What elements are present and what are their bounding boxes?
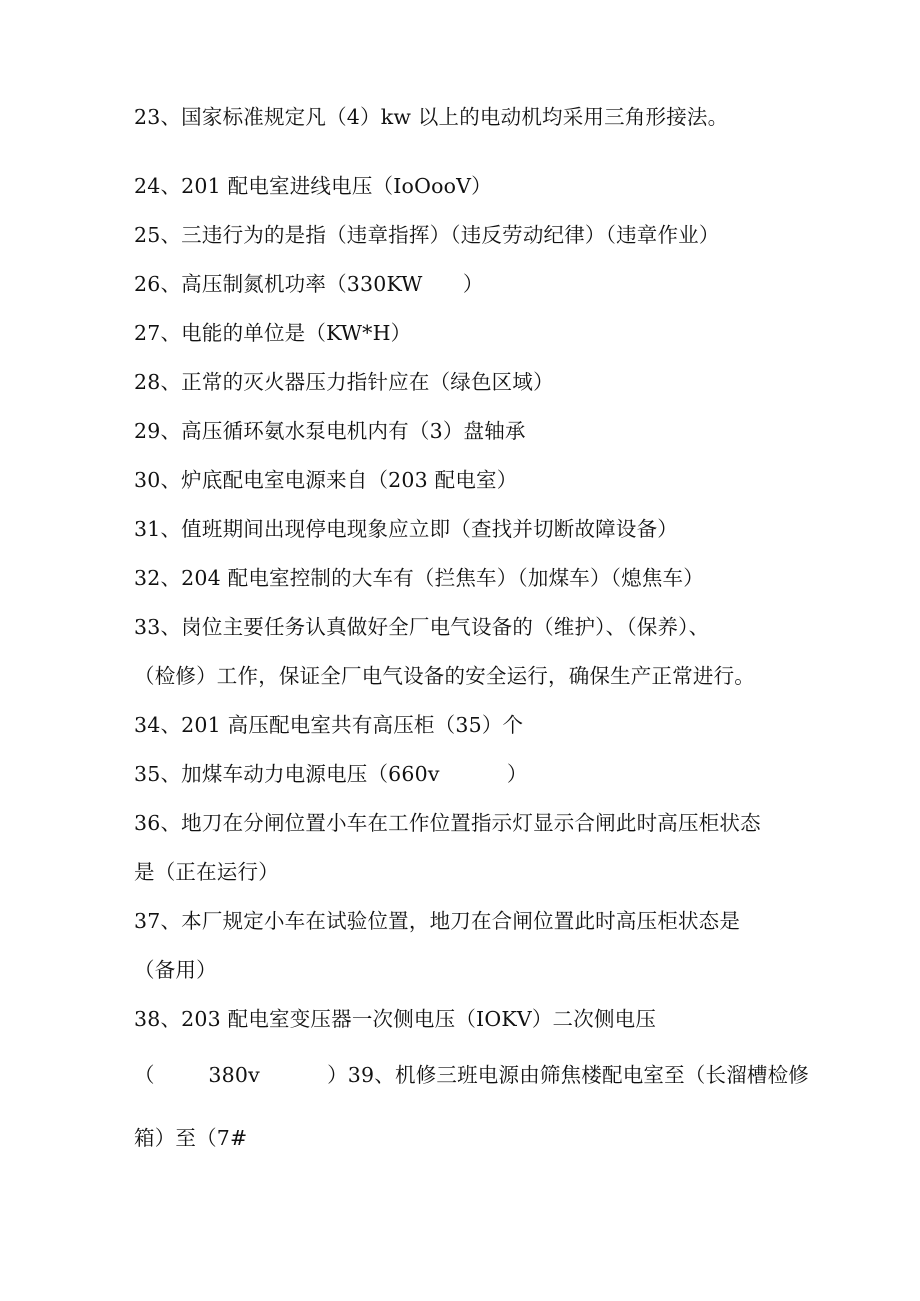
question-24: 24、201 配电室进线电压（IoOooV） bbox=[134, 174, 492, 198]
question-35: 35、加煤车动力电源电压（660v ） bbox=[134, 762, 528, 786]
question-36: 36、地刀在分闸位置小车在工作位置指示灯显示合闸此时高压柜状态 bbox=[134, 811, 761, 835]
question-38-39: （ 380v ）39、机修三班电源由筛焦楼配电室至（长溜槽检修 bbox=[134, 1063, 809, 1087]
question-25: 25、三违行为的是指（违章指挥）（违反劳动纪律）（违章作业） bbox=[134, 223, 720, 247]
question-32: 32、204 配电室控制的大车有（拦焦车）（加煤车）（熄焦车） bbox=[134, 566, 704, 590]
question-33: 33、岗位主要任务认真做好全厂电气设备的（维护）、（保养）、 bbox=[134, 615, 710, 639]
question-37: 37、本厂规定小车在试验位置，地刀在合闸位置此时高压柜状态是 bbox=[134, 909, 741, 933]
question-29: 29、高压循环氨水泵电机内有（3）盘轴承 bbox=[134, 419, 526, 443]
question-31: 31、值班期间出现停电现象应立即（查找并切断故障设备） bbox=[134, 517, 678, 541]
question-36-continued: 是（正在运行） bbox=[134, 860, 279, 884]
question-26: 26、高压制氮机功率（330KW ） bbox=[134, 272, 484, 296]
question-28: 28、正常的灭火器压力指针应在（绿色区域） bbox=[134, 370, 554, 394]
question-30: 30、炉底配电室电源来自（203 配电室） bbox=[134, 468, 518, 492]
question-23: 23、国家标准规定凡（4）kw 以上的电动机均采用三角形接法。 bbox=[134, 105, 729, 129]
question-38: 38、203 配电室变压器一次侧电压（IOKV）二次侧电压 bbox=[134, 1007, 657, 1031]
question-39-continued: 箱）至（7# bbox=[134, 1126, 248, 1150]
question-34: 34、201 高压配电室共有高压柜（35）个 bbox=[134, 713, 524, 737]
question-33-continued: （检修）工作，保证全厂电气设备的安全运行，确保生产正常进行。 bbox=[134, 664, 755, 688]
question-37-continued: （备用） bbox=[134, 958, 217, 982]
question-27: 27、电能的单位是（KW*H） bbox=[134, 321, 412, 345]
